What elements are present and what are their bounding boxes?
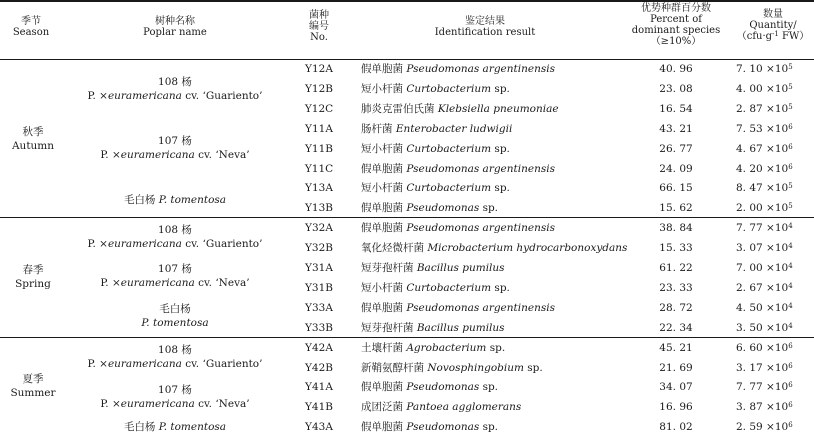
header-season: 季节 Season xyxy=(12,16,50,38)
percent-value: 22. 34 xyxy=(659,322,693,334)
percent-value: 66. 15 xyxy=(659,182,693,194)
strain-no: Y31A xyxy=(305,262,333,274)
identification: 肠杆菌 Enterobacter ludwigii xyxy=(361,123,513,135)
quantity-value: 8. $47 \times 10^5$ xyxy=(736,182,793,194)
strain-no: Y42B xyxy=(304,362,333,374)
header-quantity: 数量 Quantity/ （$cfu\cdot g^{-1}$ FW） xyxy=(736,9,810,42)
poplar-107-spring: 107 杨 P. ×euramericana cv. ‘Neva’ xyxy=(100,263,250,289)
strain-no: Y11A xyxy=(305,123,333,135)
quantity-value: 2. $59 \times 10^6$ xyxy=(736,421,793,433)
top-rule xyxy=(0,0,814,2)
strain-no: Y31B xyxy=(304,282,333,294)
strain-no: Y42A xyxy=(305,342,333,354)
identification: 假单胞菌 Pseudomonas argentinensis xyxy=(361,163,555,175)
percent-value: 23. 08 xyxy=(659,83,693,95)
percent-value: 40. 96 xyxy=(659,63,693,75)
strain-no: Y13B xyxy=(304,202,333,214)
percent-value: 21. 69 xyxy=(659,362,693,374)
percent-value: 38. 84 xyxy=(659,222,693,234)
poplar-108-spring: 108 杨 P. ×euramericana cv. ‘Guariento’ xyxy=(87,224,263,250)
percent-value: 61. 22 xyxy=(659,262,693,274)
quantity-value: 7. $00 \times 10^4$ xyxy=(736,262,793,274)
identification: 土壤杆菌 Agrobacterium sp. xyxy=(361,342,506,354)
strain-no: Y12C xyxy=(304,103,334,115)
poplar-108-summer: 108 杨 P. ×euramericana cv. ‘Guariento’ xyxy=(87,344,263,370)
quantity-value: 4. $50 \times 10^4$ xyxy=(736,302,793,314)
identification: 假单胞菌 Pseudomonas argentinensis xyxy=(361,302,555,314)
identification: 假单胞菌 Pseudomonas sp. xyxy=(361,421,499,433)
identification: 新鞘氨醇杆菌 Novosphingobium sp. xyxy=(361,362,543,374)
quantity-value: 3. $50 \times 10^4$ xyxy=(736,322,793,334)
identification: 假单胞菌 Pseudomonas argentinensis xyxy=(361,63,555,75)
header-rule xyxy=(0,59,814,60)
identification: 短芽孢杆菌 Bacillus pumilus xyxy=(361,262,505,274)
quantity-value: 4. $20 \times 10^6$ xyxy=(736,163,793,175)
strain-no: Y43A xyxy=(305,421,333,433)
header-percent: 优势种群百分数 Percent of dominant species （≥10%） xyxy=(631,3,721,47)
header-identification: 鉴定结果 Identification result xyxy=(434,16,536,38)
percent-value: 23. 33 xyxy=(659,282,693,294)
strain-no: Y41B xyxy=(304,401,333,413)
strain-no: Y41A xyxy=(305,381,333,393)
header-poplar: 树种名称 Poplar name xyxy=(143,16,207,38)
strain-no: Y12B xyxy=(304,83,333,95)
quantity-value: 4. $00 \times 10^5$ xyxy=(736,83,793,95)
poplar-tomentosa-autumn: 毛白杨 P. tomentosa xyxy=(123,194,227,206)
identification: 短芽孢杆菌 Bacillus pumilus xyxy=(361,322,505,334)
percent-value: 15. 33 xyxy=(659,242,693,254)
season-summer: 夏季 Summer xyxy=(10,373,56,399)
strain-no: Y32B xyxy=(304,242,333,254)
poplar-107-autumn: 107 杨 P. ×euramericana cv. ‘Neva’ xyxy=(100,135,250,161)
percent-value: 15. 62 xyxy=(659,202,693,214)
strain-no: Y11C xyxy=(304,163,334,175)
strain-no: Y33A xyxy=(305,302,333,314)
percent-value: 43. 21 xyxy=(659,123,693,135)
quantity-value: 7. $53 \times 10^6$ xyxy=(736,123,793,135)
strain-no: Y33B xyxy=(304,322,333,334)
identification: 肺炎克雷伯氏菌 Klebsiella pneumoniae xyxy=(361,103,559,115)
header-strain-no: 菌种 编号 No. xyxy=(309,10,329,43)
identification: 短小杆菌 Curtobacterium sp. xyxy=(361,143,510,155)
season-divider-summer xyxy=(0,337,814,338)
quantity-value: 7. $77 \times 10^4$ xyxy=(736,222,793,234)
identification: 成团泛菌 Pantoea agglomerans xyxy=(361,401,522,413)
quantity-value: 7. $77 \times 10^6$ xyxy=(736,381,793,393)
percent-value: 34. 07 xyxy=(659,381,693,393)
season-divider-spring xyxy=(0,217,814,218)
percent-value: 45. 21 xyxy=(659,342,693,354)
percent-value: 28. 72 xyxy=(659,302,693,314)
strain-no: Y11B xyxy=(304,143,333,155)
percent-value: 24. 09 xyxy=(659,163,693,175)
identification: 短小杆菌 Curtobacterium sp. xyxy=(361,182,510,194)
percent-value: 81. 02 xyxy=(659,421,693,433)
quantity-value: 2. $00 \times 10^5$ xyxy=(736,202,793,214)
percent-value: 16. 54 xyxy=(659,103,693,115)
quantity-value: 3. $07 \times 10^4$ xyxy=(736,242,793,254)
strain-no: Y12A xyxy=(305,63,333,75)
identification: 假单胞菌 Pseudomonas argentinensis xyxy=(361,222,555,234)
poplar-107-summer: 107 杨 P. ×euramericana cv. ‘Neva’ xyxy=(100,384,250,410)
quantity-value: 3. $17 \times 10^6$ xyxy=(736,362,793,374)
quantity-value: 3. $87 \times 10^6$ xyxy=(736,401,793,413)
identification: 假单胞菌 Pseudomonas sp. xyxy=(361,381,499,393)
season-spring: 春季 Spring xyxy=(15,264,51,290)
strain-no: Y13A xyxy=(305,182,333,194)
quantity-value: 2. $87 \times 10^5$ xyxy=(736,103,793,115)
strain-no: Y32A xyxy=(305,222,333,234)
quantity-value: 2. $67 \times 10^4$ xyxy=(736,282,793,294)
identification: 假单胞菌 Pseudomonas sp. xyxy=(361,202,499,214)
quantity-value: 4. $67 \times 10^6$ xyxy=(736,143,793,155)
identification: 短小杆菌 Curtobacterium sp. xyxy=(361,282,510,294)
percent-value: 26. 77 xyxy=(659,143,693,155)
identification: 短小杆菌 Curtobacterium sp. xyxy=(361,83,510,95)
identification: 氧化烃微杆菌 Microbacterium hydrocarbonoxydans xyxy=(361,242,628,254)
poplar-tomentosa-summer: 毛白杨 P. tomentosa xyxy=(123,421,227,433)
season-autumn: 秋季 Autumn xyxy=(11,126,55,152)
percent-value: 16. 96 xyxy=(659,401,693,413)
poplar-tomentosa-spring: 毛白杨 P. tomentosa xyxy=(141,303,209,329)
poplar-108-autumn: 108 杨 P. ×euramericana cv. ‘Guariento’ xyxy=(87,76,263,102)
quantity-value: 7. $10 \times 10^5$ xyxy=(736,63,793,75)
quantity-value: 6. $60 \times 10^6$ xyxy=(736,342,793,354)
